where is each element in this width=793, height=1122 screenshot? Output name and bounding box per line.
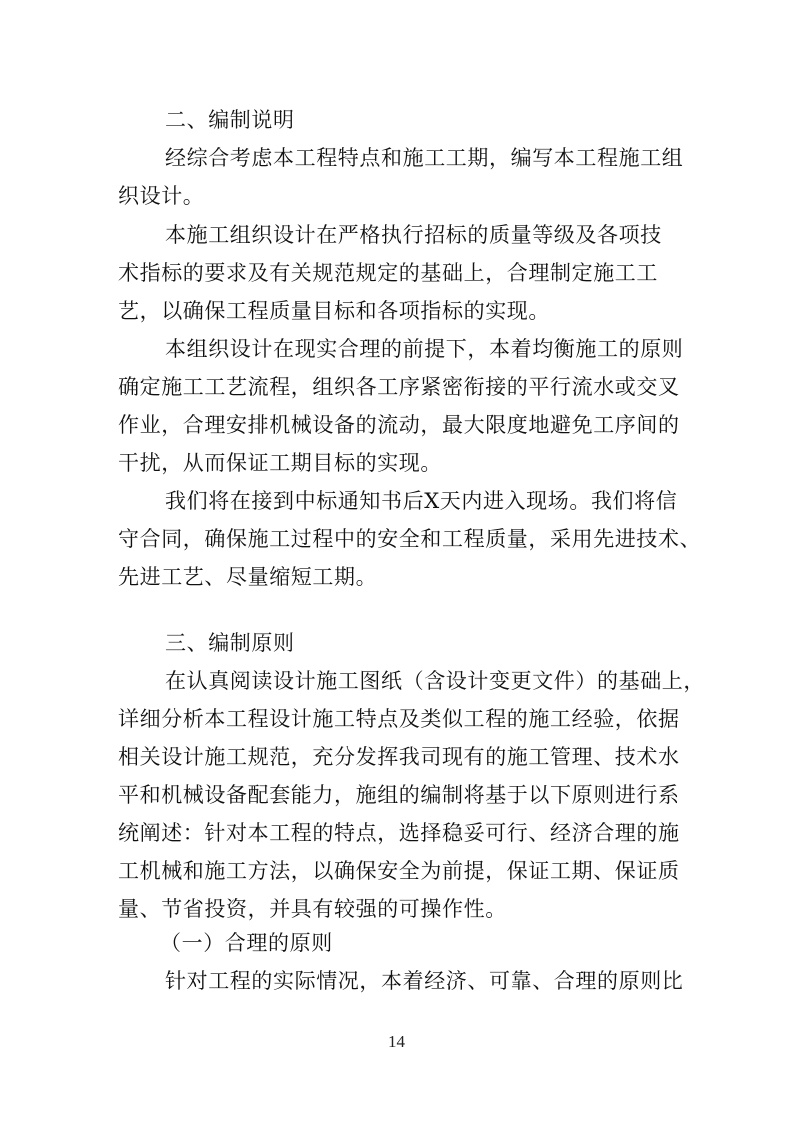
paragraph-2-line-3: 艺，以确保工程质量目标和各项指标的实现。: [118, 299, 550, 323]
paragraph-line: [0, 814, 793, 852]
paragraph-line: [0, 330, 793, 368]
paragraph-line: [0, 406, 793, 444]
paragraph-2-line-2: 术指标的要求及有关规范规定的基础上，合理制定施工工: [118, 261, 658, 285]
paragraph-line: [0, 776, 793, 814]
paragraph-5-line-4: 平和机械设备配套能力，施组的编制将基于以下原则进行系: [118, 783, 680, 807]
paragraph-4-line-2: 守合同，确保施工过程中的安全和工程质量，采用先进技术、: [118, 527, 702, 551]
section-heading: [0, 101, 793, 139]
paragraph-line: [0, 292, 793, 330]
paragraph-5-line-3: 相关设计施工规范，充分发挥我司现有的施工管理、技术水: [118, 745, 680, 769]
paragraph-line: [0, 177, 793, 215]
paragraph-3-line-4: 干扰，从而保证工期目标的实现。: [118, 451, 442, 475]
section-2-heading: 二、编制说明: [165, 108, 295, 132]
paragraph-line: [0, 558, 793, 596]
paragraph-5-line-7: 量、节省投资，并具有较强的可操作性。: [118, 897, 507, 921]
page-number: 14: [388, 1032, 405, 1051]
paragraph-5-line-2: 详细分析本工程设计施工特点及类似工程的施工经验，依据: [118, 707, 680, 731]
paragraph-line: [0, 254, 793, 292]
paragraph-2-line-1: 本施工组织设计在严格执行招标的质量等级及各项技: [165, 223, 662, 247]
paragraph-6-line-1: 针对工程的实际情况，本着经济、可靠、合理的原则比: [165, 969, 684, 993]
paragraph-line: [0, 852, 793, 890]
subsection-heading: [0, 924, 793, 962]
section-heading: [0, 624, 793, 662]
paragraph-line: [0, 520, 793, 558]
paragraph-1-line-2: 织设计。: [118, 184, 205, 208]
paragraph-line: [0, 139, 793, 177]
paragraph-line: [0, 482, 793, 520]
paragraph-3-line-1: 本组织设计在现实合理的前提下，本着均衡施工的原则: [165, 337, 684, 361]
section-3-heading: 三、编制原则: [165, 631, 295, 655]
paragraph-5-line-6: 工机械和施工方法，以确保安全为前提，保证工期、保证质: [118, 859, 680, 883]
paragraph-5-line-5: 统阐述：针对本工程的特点，选择稳妥可行、经济合理的施: [118, 821, 680, 845]
paragraph-line: [0, 738, 793, 776]
paragraph-line: [0, 962, 793, 1000]
paragraph-3-line-3: 作业，合理安排机械设备的流动，最大限度地避免工序间的: [118, 413, 680, 437]
paragraph-3-line-2: 确定施工工艺流程，组织各工序紧密衔接的平行流水或交叉: [118, 375, 680, 399]
paragraph-line: [0, 662, 793, 700]
paragraph-line: [0, 444, 793, 482]
paragraph-line: [0, 216, 793, 254]
paragraph-4-line-1: 我们将在接到中标通知书后X天内进入现场。我们将信: [165, 489, 678, 513]
paragraph-1-line-1: 经综合考虑本工程特点和施工工期，编写本工程施工组: [165, 146, 684, 170]
paragraph-4-line-3: 先进工艺、尽量缩短工期。: [118, 565, 378, 589]
paragraph-line: [0, 890, 793, 928]
paragraph-5-line-1: 在认真阅读设计施工图纸（含设计变更文件）的基础上，: [165, 669, 705, 693]
paragraph-line: [0, 700, 793, 738]
subsection-1-heading: （一）合理的原则: [160, 931, 333, 955]
paragraph-line: [0, 368, 793, 406]
